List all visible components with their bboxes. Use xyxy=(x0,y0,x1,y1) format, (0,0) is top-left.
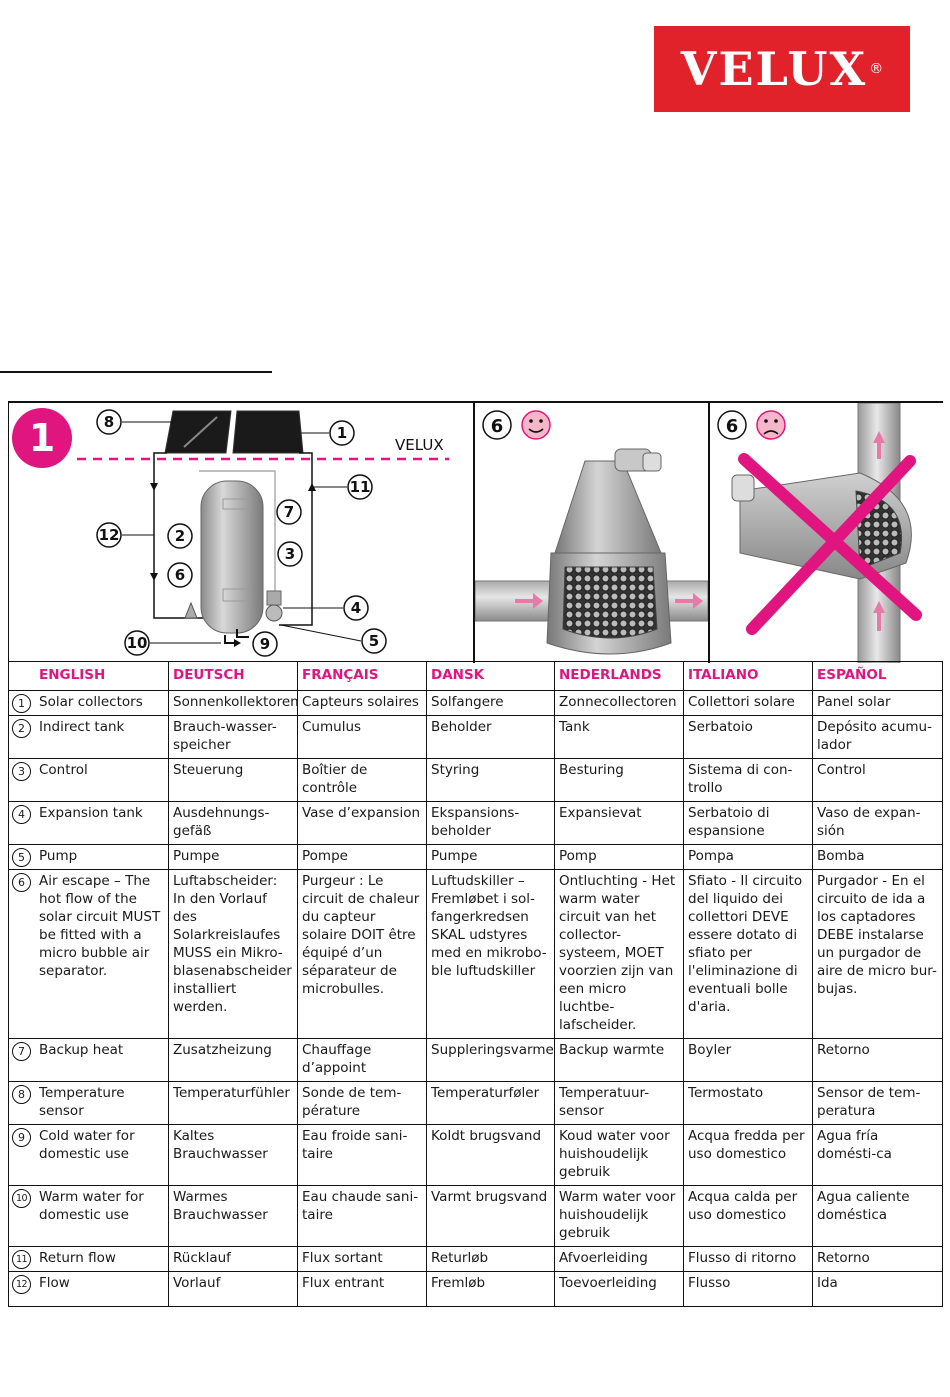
cell-espanol: Bomba xyxy=(813,845,943,870)
row-number: 3 xyxy=(12,762,31,781)
cell-italiano: Serbatoio di espansione xyxy=(684,802,813,845)
header-espanol: ESPAÑOL xyxy=(813,662,943,691)
table-header-row xyxy=(9,662,943,691)
header-dansk: DANSK xyxy=(427,662,555,691)
cell-deutsch: Rücklauf xyxy=(169,1247,298,1272)
row-number: 5 xyxy=(12,848,31,867)
cell-francais: Vase d’expansion xyxy=(298,802,427,845)
cell-english: 7 Backup heat xyxy=(9,1039,169,1082)
table-row xyxy=(9,1082,943,1125)
cell-english: 2 Indirect tank xyxy=(9,716,169,759)
row-number: 9 xyxy=(12,1128,31,1147)
cell-dansk: Ekspansions-beholder xyxy=(427,802,555,845)
row-number: 6 xyxy=(12,873,31,892)
cell-espanol: Depósito acumu-lador xyxy=(813,716,943,759)
section-rule xyxy=(0,371,272,373)
cell-nederlands: Besturing xyxy=(555,759,684,802)
callout-bad-6: 6 xyxy=(725,416,739,437)
cell-english: 9 Cold water for domestic use xyxy=(9,1125,169,1186)
cell-dansk: Luftudskiller – Fremløbet i sol-fangerkredsen SKAL udstyres med en mikrobo-ble luftudskiller xyxy=(427,870,555,1039)
cell-dansk: Solfangere xyxy=(427,691,555,716)
row-number: 8 xyxy=(12,1085,31,1104)
cell-english: 8 Temperature sensor xyxy=(9,1082,169,1125)
separator-body xyxy=(555,461,661,553)
table-row xyxy=(9,1039,943,1082)
cell-english: 1 Solar collectors xyxy=(9,691,169,716)
cell-francais: Capteurs solaires xyxy=(298,691,427,716)
incorrect-installation-panel xyxy=(710,403,943,663)
cell-deutsch: Brauch-wasser-speicher xyxy=(169,716,298,759)
cell-deutsch: Steuerung xyxy=(169,759,298,802)
cell-nederlands: Afvoerleiding xyxy=(555,1247,684,1272)
micro-bubble-mesh xyxy=(563,567,657,638)
callout-8: 8 xyxy=(103,413,115,431)
header-english: ENGLISH xyxy=(9,662,169,691)
callout-2: 2 xyxy=(174,527,186,545)
cell-francais: Purgeur : Le circuit de chaleur du capteur solaire DOIT être équipé d’un séparateur de microbulles. xyxy=(298,870,427,1039)
header-nederlands: NEDERLANDS xyxy=(555,662,684,691)
callout-good-6: 6 xyxy=(490,416,504,437)
callout-4: 4 xyxy=(350,599,362,617)
cell-nederlands: Warm water voor huishoudelijk gebruik xyxy=(555,1186,684,1247)
cell-italiano: Acqua calda per uso domestico xyxy=(684,1186,813,1247)
control-unit xyxy=(267,591,281,605)
cell-deutsch: Temperaturfühler xyxy=(169,1082,298,1125)
cell-francais: Flux entrant xyxy=(298,1272,427,1307)
cell-francais: Flux sortant xyxy=(298,1247,427,1272)
header-deutsch: DEUTSCH xyxy=(169,662,298,691)
callout-10: 10 xyxy=(126,634,148,652)
cell-espanol: Ida xyxy=(813,1272,943,1307)
cell-nederlands: Koud water voor huishoudelijk gebruik xyxy=(555,1125,684,1186)
legend-table-wrapper xyxy=(8,661,942,1307)
cell-nederlands: Temperatuur-sensor xyxy=(555,1082,684,1125)
cell-nederlands: Expansievat xyxy=(555,802,684,845)
cell-espanol: Panel solar xyxy=(813,691,943,716)
cell-francais: Boîtier de contrôle xyxy=(298,759,427,802)
cell-espanol: Vaso de expan-sión xyxy=(813,802,943,845)
cell-nederlands: Tank xyxy=(555,716,684,759)
step-number: 1 xyxy=(28,416,56,460)
row-number: 7 xyxy=(12,1042,31,1061)
row-number: 12 xyxy=(12,1275,31,1294)
return-pipe xyxy=(279,453,312,625)
correct-separator-illustration xyxy=(475,403,708,663)
correct-installation-panel xyxy=(475,403,710,663)
cell-francais: Eau chaude sani-taire xyxy=(298,1186,427,1247)
cell-deutsch: Luftabscheider: In den Vorlauf des Solarkreislaufes MUSS ein Mikro-blasenabscheider installiert werden. xyxy=(169,870,298,1039)
panel1-label: VELUX xyxy=(395,436,444,454)
table-row xyxy=(9,716,943,759)
cell-dansk: Temperaturføler xyxy=(427,1082,555,1125)
happy-face-icon xyxy=(522,411,550,439)
cell-espanol: Retorno xyxy=(813,1039,943,1082)
cell-italiano: Sistema di con-trollo xyxy=(684,759,813,802)
cell-francais: Sonde de tem-pérature xyxy=(298,1082,427,1125)
cell-dansk: Suppleringsvarme xyxy=(427,1039,555,1082)
indirect-tank xyxy=(201,481,263,633)
cell-dansk: Beholder xyxy=(427,716,555,759)
cell-nederlands: Zonnecollectoren xyxy=(555,691,684,716)
cell-italiano: Acqua fredda per uso domestico xyxy=(684,1125,813,1186)
callout-11: 11 xyxy=(349,478,371,496)
air-escape xyxy=(185,603,197,618)
callout-3: 3 xyxy=(284,545,296,563)
row-number: 2 xyxy=(12,719,31,738)
solar-collector xyxy=(233,411,303,453)
cell-italiano: Flusso di ritorno xyxy=(684,1247,813,1272)
header-italiano: ITALIANO xyxy=(684,662,813,691)
cell-francais: Pompe xyxy=(298,845,427,870)
row-number: 4 xyxy=(12,805,31,824)
cell-francais: Chauffage d’appoint xyxy=(298,1039,427,1082)
system-diagram-panel xyxy=(9,403,475,663)
cell-italiano: Pompa xyxy=(684,845,813,870)
expansion-tank xyxy=(266,605,282,621)
cell-espanol: Agua fría domésti-ca xyxy=(813,1125,943,1186)
cell-english: 5 Pump xyxy=(9,845,169,870)
cell-dansk: Fremløb xyxy=(427,1272,555,1307)
cell-francais: Cumulus xyxy=(298,716,427,759)
row-number: 10 xyxy=(12,1189,31,1208)
cell-espanol: Sensor de tem-peratura xyxy=(813,1082,943,1125)
logo-text: VELUX xyxy=(680,42,868,96)
cell-english: 12 Flow xyxy=(9,1272,169,1307)
cell-francais: Eau froide sani-taire xyxy=(298,1125,427,1186)
cell-dansk: Returløb xyxy=(427,1247,555,1272)
cell-italiano: Serbatoio xyxy=(684,716,813,759)
cell-english: 3 Control xyxy=(9,759,169,802)
cell-espanol: Purgador - En el circuito de ida a los captadores DEBE instalarse un purgador de aire de micro bur-bujas. xyxy=(813,870,943,1039)
cell-dansk: Varmt brugsvand xyxy=(427,1186,555,1247)
incorrect-separator-illustration xyxy=(710,403,943,663)
cell-espanol: Retorno xyxy=(813,1247,943,1272)
row-number: 1 xyxy=(12,694,31,713)
table-row xyxy=(9,870,943,1039)
callout-9: 9 xyxy=(259,635,271,653)
installation-figure xyxy=(8,401,943,663)
callout-12: 12 xyxy=(98,526,120,544)
velux-logo xyxy=(654,26,910,112)
callout-5: 5 xyxy=(368,632,380,650)
cell-nederlands: Backup warmte xyxy=(555,1039,684,1082)
cell-dansk: Styring xyxy=(427,759,555,802)
cell-deutsch: Vorlauf xyxy=(169,1272,298,1307)
table-row xyxy=(9,845,943,870)
cell-deutsch: Sonnenkollektoren xyxy=(169,691,298,716)
sad-face-icon xyxy=(757,411,785,439)
callout-7: 7 xyxy=(283,503,295,521)
cell-italiano: Boyler xyxy=(684,1039,813,1082)
callout-6: 6 xyxy=(174,566,186,584)
cell-espanol: Agua caliente doméstica xyxy=(813,1186,943,1247)
cell-english: 10 Warm water for domestic use xyxy=(9,1186,169,1247)
registered-mark: ® xyxy=(869,61,884,77)
cell-deutsch: Kaltes Brauchwasser xyxy=(169,1125,298,1186)
callout-1: 1 xyxy=(336,424,348,442)
legend-table xyxy=(8,661,943,1307)
cell-deutsch: Warmes Brauchwasser xyxy=(169,1186,298,1247)
cell-italiano: Flusso xyxy=(684,1272,813,1307)
table-row xyxy=(9,1125,943,1186)
cell-deutsch: Ausdehnungs-gefäß xyxy=(169,802,298,845)
cell-dansk: Koldt brugsvand xyxy=(427,1125,555,1186)
table-row xyxy=(9,1247,943,1272)
table-row xyxy=(9,1186,943,1247)
table-row xyxy=(9,802,943,845)
cell-nederlands: Ontluchting - Het warm water circuit van het collector-systeem, MOET voorzien zijn van een micro luchtbe-lafscheider. xyxy=(555,870,684,1039)
cell-english: 11 Return flow xyxy=(9,1247,169,1272)
cell-deutsch: Zusatzheizung xyxy=(169,1039,298,1082)
cell-dansk: Pumpe xyxy=(427,845,555,870)
cell-espanol: Control xyxy=(813,759,943,802)
cell-english: 4 Expansion tank xyxy=(9,802,169,845)
cell-italiano: Sfiato - Il circuito del liquido dei collettori DEVE essere dotato di sfiato per l'eliminazione di eventuali bolle d'aria. xyxy=(684,870,813,1039)
cell-deutsch: Pumpe xyxy=(169,845,298,870)
table-row xyxy=(9,1272,943,1307)
table-row xyxy=(9,759,943,802)
system-diagram xyxy=(9,403,473,663)
cell-english: 6 Air escape – The hot flow of the solar circuit MUST be fitted with a micro bubble air separator. xyxy=(9,870,169,1039)
solar-collector xyxy=(165,411,231,453)
cell-nederlands: Toevoerleiding xyxy=(555,1272,684,1307)
cell-nederlands: Pomp xyxy=(555,845,684,870)
row-number: 11 xyxy=(12,1250,31,1269)
table-row xyxy=(9,691,943,716)
cell-italiano: Termostato xyxy=(684,1082,813,1125)
cell-italiano: Collettori solare xyxy=(684,691,813,716)
header-francais: FRANÇAIS xyxy=(298,662,427,691)
